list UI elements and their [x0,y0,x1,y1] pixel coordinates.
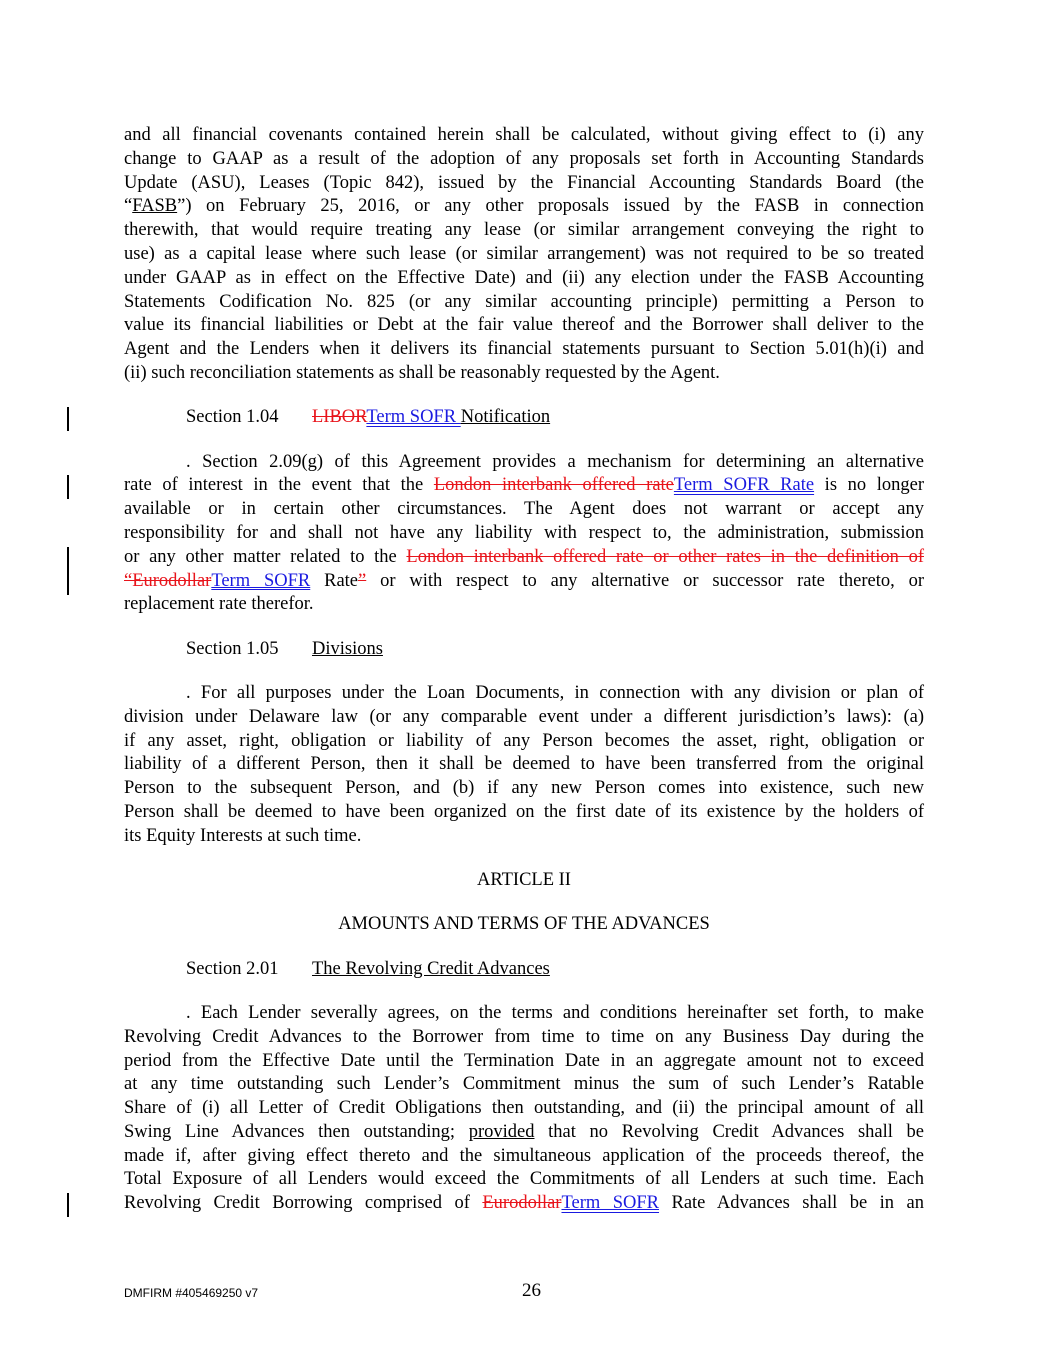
text-run: at any time outstanding such Lender’s Commitment minus the sum of such Lender’s Ratable [124,1074,924,1095]
underlined-text: provided [468,1121,535,1142]
text-run: use) as a capital lease where such lease (or similar arrangement) was not required to be so treated [124,243,924,264]
change-bar [67,547,69,571]
text-line [124,801,924,825]
section-heading [124,958,924,982]
page-number: 26 [522,1280,541,1301]
text-run: Person to the subsequent Person, and (b) if any new Person comes into existence, such new [124,778,924,799]
text-line [124,451,924,475]
change-bar [67,475,69,499]
text-line [124,869,924,893]
section-title [312,407,550,427]
text-line [124,546,924,570]
text-run: that no Revolving Credit Advances shall be [534,1121,924,1142]
text-run: Person shall be deemed to have been organized on the first date of its existence by the holders of [124,801,924,822]
deleted-text: London interbank offered rate or other rates in the definition of [406,546,924,567]
text-line [124,338,924,362]
text-line [124,682,924,706]
text-run: Revolving Credit Advances to the Borrower from time to time on any Business Day during the [124,1026,924,1047]
inserted-text: Term SOFR [561,1193,660,1214]
text-run: or any other matter related to the [124,546,407,567]
text-run: AMOUNTS AND TERMS OF THE ADVANCES [338,914,710,935]
heading-line [124,406,924,430]
text-run: . For all purposes under the Loan Documents, in connection with any division or plan of [186,682,924,703]
text-run: and all financial covenants contained herein shall be calculated, without giving effect to (i) any [124,125,924,145]
text-run: is no longer [814,475,925,496]
text-run: Swing Line Advances then outstanding; [124,1121,469,1142]
text-run: ”) on February 25, 2016, or any other proposals issued by the FASB in connection [177,196,924,217]
document-body [124,124,924,1237]
text-line [124,1026,924,1050]
footer-document-id: DMFIRM #405469250 v7 [124,1286,259,1300]
text-run: division under Delaware law (or any comparable event under a different jurisdiction’s laws): (a) [124,706,924,727]
text-line [124,362,924,386]
inserted-text: Term SOFR Rate [673,475,815,496]
text-line [124,1192,924,1216]
text-line [124,593,924,617]
text-line [124,498,924,522]
paragraph [124,124,924,386]
text-line [124,1145,924,1169]
text-run: (ii) such reconciliation statements as shall be reasonably requested by the Agent. [124,362,720,383]
paragraph [124,1002,924,1216]
section-title [312,639,383,659]
text-line [124,913,924,937]
text-run: change to GAAP as a result of the adoption of any proposals set forth in Accounting Standards [124,148,924,169]
text-run: Revolving Credit Borrowing comprised of [124,1193,483,1214]
text-line [124,706,924,730]
inserted-text: Term SOFR [366,407,461,428]
text-line [124,1097,924,1121]
text-run: liability of a different Person, then it shall be deemed to have been transferred from the original [124,754,924,775]
text-run: under GAAP as in effect on the Effective Date) and (ii) any election under the FASB Accounting [124,267,924,288]
deleted-text: LIBOR [312,407,367,428]
text-run: . Section 2.09(g) of this Agreement provides a mechanism for determining an alternative [186,451,924,472]
text-line [124,243,924,267]
heading-line [124,638,924,662]
text-run: “ [124,196,133,217]
text-line [124,1121,924,1145]
text-line [124,148,924,172]
underlined-text: Notification [460,407,551,428]
text-run: made if, after giving effect thereto and the simultaneous application of the proceeds thereof, the [124,1145,924,1166]
text-run: responsibility for and shall not have any liability with respect to, the administration, submission [124,522,924,543]
deleted-text: ” [358,570,367,591]
change-bar [67,407,69,431]
heading-line [124,958,924,982]
deleted-text: Eurodollar [482,1193,562,1214]
paragraph [124,451,924,618]
section-heading [124,638,924,662]
text-run: replacement rate therefor. [124,594,314,615]
text-run: Update (ASU), Leases (Topic 842), issued by the Financial Accounting Standards Board (the [124,172,924,193]
text-run: Statements Codification No. 825 (or any similar accounting principle) permitting a Person to [124,291,924,312]
text-run: its Equity Interests at such time. [124,825,362,846]
text-line [124,1168,924,1192]
change-bar [67,571,69,595]
text-line [124,195,924,219]
text-line [124,267,924,291]
deleted-text: “Eurodollar [124,570,212,591]
text-run: value its financial liabilities or Debt at the fair value thereof and the Borrower shall deliver to the [124,315,924,336]
underlined-text: Divisions [312,638,383,659]
text-line [124,730,924,754]
text-run: period from the Effective Date until the Termination Date in an aggregate amount not to exceed [124,1050,924,1071]
text-line [124,474,924,498]
article-heading [124,913,924,937]
text-run: Rate [310,570,359,591]
text-line [124,825,924,849]
text-line [124,124,924,148]
text-run: Share of (i) all Letter of Credit Obligations then outstanding, and (ii) the principal amount of all [124,1098,924,1119]
underlined-text: The Revolving Credit Advances [312,958,550,979]
paragraph [124,682,924,849]
text-line [124,753,924,777]
section-number: Section 1.04 [186,407,279,428]
article-heading [124,869,924,893]
text-line [124,777,924,801]
text-line [124,1073,924,1097]
text-run: if any asset, right, obligation or liability of any Person becomes the asset, right, obligation or [124,730,924,751]
text-line [124,291,924,315]
text-run: therewith, that would require treating any lease (or similar arrangement conveying the right to [124,220,924,241]
text-run: or with respect to any alternative or successor rate thereto, or [366,570,924,591]
text-run: Total Exposure of all Lenders would exceed the Commitments of all Lenders at such time. Each [124,1169,924,1190]
deleted-text: London interbank offered rate [433,475,674,496]
inserted-text: Term SOFR [211,570,311,591]
text-run: ARTICLE II [477,870,571,891]
section-heading [124,406,924,430]
text-run: Agent and the Lenders when it delivers its financial statements pursuant to Section 5.01(h)(i) and [124,339,924,360]
change-bar [67,1193,69,1217]
text-line [124,219,924,243]
text-run: Rate Advances shall be in an [659,1193,924,1214]
text-run: rate of interest in the event that the [124,475,434,496]
section-number: Section 1.05 [186,638,279,659]
text-run: available or in certain other circumstances. The Agent does not warrant or accept any [124,499,924,520]
text-line [124,522,924,546]
text-run: . Each Lender severally agrees, on the terms and conditions hereinafter set forth, to make [186,1002,924,1023]
section-number: Section 2.01 [186,958,279,979]
underlined-text: FASB [132,196,178,217]
text-line [124,570,924,594]
text-line [124,172,924,196]
text-line [124,314,924,338]
text-line [124,1002,924,1026]
text-line [124,1050,924,1074]
section-title [312,959,550,979]
